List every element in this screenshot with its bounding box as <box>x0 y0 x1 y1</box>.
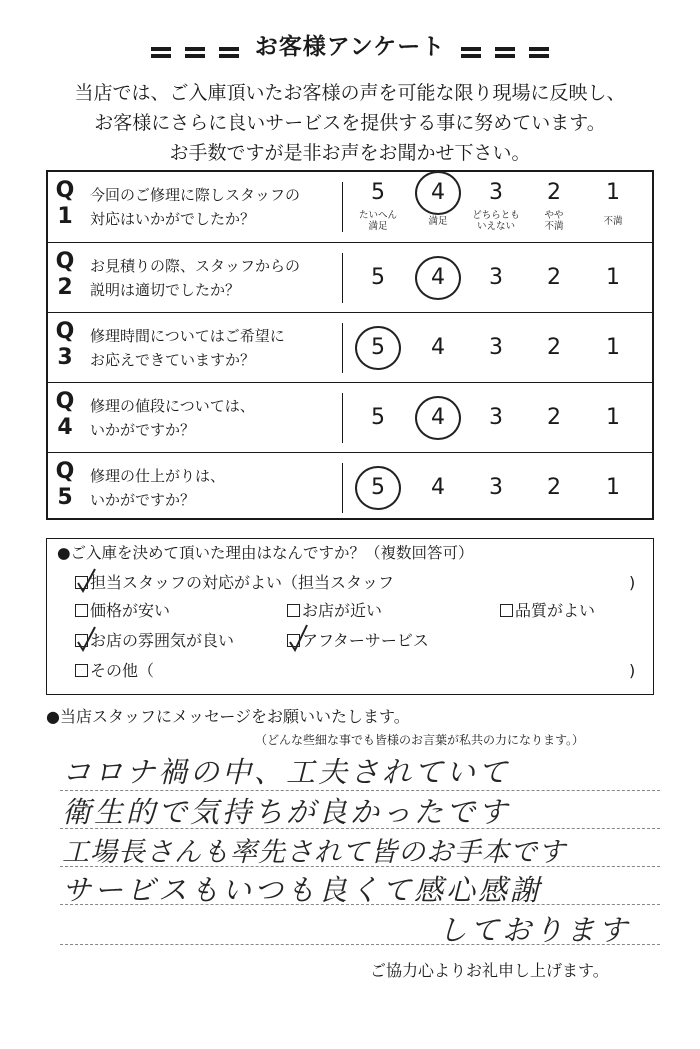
reason-price-label: 価格が安い <box>90 601 171 620</box>
rating-option-2[interactable]: 2 <box>547 180 561 205</box>
rating-option-1[interactable]: 1 <box>606 180 620 205</box>
rating-option-3[interactable]: 3 <box>489 180 503 205</box>
answer-circle <box>415 171 461 215</box>
reason-other-label: その他（ <box>90 661 155 680</box>
question-row-3 <box>48 312 652 383</box>
thanks-text: ご協力心よりお礼申し上げます。 <box>370 961 609 980</box>
rating-option-5[interactable]: 5 <box>371 405 385 430</box>
question-number: Q 1 <box>55 178 75 229</box>
rating-label-4: 満足 <box>428 216 448 227</box>
survey-title <box>0 28 700 61</box>
check-mark-staff-icon <box>78 569 95 591</box>
handwritten-line-2: 衛生的で気持ちが良かったです <box>62 795 511 829</box>
question-divider <box>342 253 343 303</box>
question-number: Q 3 <box>55 319 75 370</box>
question-divider <box>342 463 343 513</box>
rating-label-5: たいへん 満足 <box>358 210 397 232</box>
question-row-1 <box>48 172 652 242</box>
reason-staff-close-paren: ) <box>629 573 636 592</box>
rating-option-5[interactable]: 5 <box>371 180 385 205</box>
answer-circle <box>355 466 401 510</box>
answer-circle <box>415 396 461 440</box>
rating-option-2[interactable]: 2 <box>547 475 561 500</box>
reason-atmosphere-label: お店の雰囲気が良い <box>90 631 235 650</box>
question-table <box>46 170 654 520</box>
check-mark-after-icon <box>290 625 307 650</box>
message-heading: ●当店スタッフにメッセージをお願いいたします。 <box>46 707 410 726</box>
question-text: 今回のご修理に際しスタッフの 対応はいかがでしたか？ <box>90 186 301 228</box>
handwritten-line-5: しております <box>438 913 631 947</box>
intro-line-1: 当店では、ご入庫頂いたお客様の声を可能な限り現場に反映し、 <box>74 82 626 104</box>
intro-line-3: お手数ですが是非お声をお聞かせ下さい。 <box>169 142 531 164</box>
rating-option-2[interactable]: 2 <box>547 335 561 360</box>
rating-label-1: 不満 <box>603 216 623 227</box>
rating-option-4[interactable]: 4 <box>431 180 445 205</box>
rating-option-4[interactable]: 4 <box>431 405 445 430</box>
reason-quality-label: 品質がよい <box>515 601 596 620</box>
question-number: Q 5 <box>55 459 75 510</box>
reasons-heading: ●ご入庫を決めて頂いた理由はなんですか？（複数回答可） <box>57 544 474 562</box>
answer-circle <box>415 256 461 300</box>
question-text: 修理の値段については、 いかがですか？ <box>90 397 255 439</box>
rating-option-5[interactable]: 5 <box>371 475 385 500</box>
question-text: お見積りの際、スタッフからの 説明は適切でしたか？ <box>90 257 301 299</box>
question-number: Q 2 <box>55 249 75 300</box>
handwritten-checkmarks <box>47 539 651 692</box>
rating-option-5[interactable]: 5 <box>371 265 385 290</box>
rating-option-2[interactable]: 2 <box>547 405 561 430</box>
rating-option-1[interactable]: 1 <box>606 475 620 500</box>
answer-circle <box>355 326 401 370</box>
rating-label-3: どちらとも いえない <box>472 210 520 232</box>
rating-option-3[interactable]: 3 <box>489 335 503 360</box>
reasons-box <box>46 538 654 695</box>
question-row-2 <box>48 242 652 313</box>
rating-option-1[interactable]: 1 <box>606 405 620 430</box>
rating-option-3[interactable]: 3 <box>489 475 503 500</box>
rating-option-3[interactable]: 3 <box>489 405 503 430</box>
rating-option-4[interactable]: 4 <box>431 335 445 360</box>
message-note: （どんな些細な事でも皆様のお言葉が私共の力になります。） <box>255 733 585 747</box>
rating-option-1[interactable]: 1 <box>606 335 620 360</box>
handwritten-line-4: サービスもいつも良くて感心感謝 <box>62 873 543 907</box>
title-text: お客様アンケート <box>254 34 446 60</box>
reason-other-close-paren: ) <box>629 661 636 680</box>
check-mark-atmosphere-icon <box>78 627 95 650</box>
question-row-5 <box>48 452 652 523</box>
title-bars-left-icon <box>144 35 246 61</box>
reason-near-label: お店が近い <box>302 601 383 620</box>
rating-label-2: やや 不満 <box>544 210 564 232</box>
question-divider <box>342 182 343 232</box>
rating-option-4[interactable]: 4 <box>431 475 445 500</box>
intro-line-2: お客様にさらに良いサービスを提供する事に努めています。 <box>94 112 606 134</box>
question-row-4 <box>48 382 652 453</box>
question-number: Q 4 <box>55 389 75 440</box>
rating-option-4[interactable]: 4 <box>431 265 445 290</box>
title-bars-right-icon <box>454 35 556 61</box>
handwritten-line-1: コロナ禍の中、工夫されていて <box>62 755 511 789</box>
rating-option-5[interactable]: 5 <box>371 335 385 360</box>
question-divider <box>342 323 343 373</box>
question-divider <box>342 393 343 443</box>
rating-option-3[interactable]: 3 <box>489 265 503 290</box>
rating-option-2[interactable]: 2 <box>547 265 561 290</box>
rating-option-1[interactable]: 1 <box>606 265 620 290</box>
reason-after-label: アフターサービス <box>302 631 429 650</box>
question-text: 修理の仕上がりは、 いかがですか？ <box>90 467 226 509</box>
reason-staff-label: 担当スタッフの対応がよい（担当スタッフ <box>90 573 395 592</box>
question-text: 修理時間についてはご希望に お応えできていますか？ <box>90 327 285 369</box>
handwritten-line-3: 工場長さんも率先されて皆のお手本です <box>62 837 566 868</box>
